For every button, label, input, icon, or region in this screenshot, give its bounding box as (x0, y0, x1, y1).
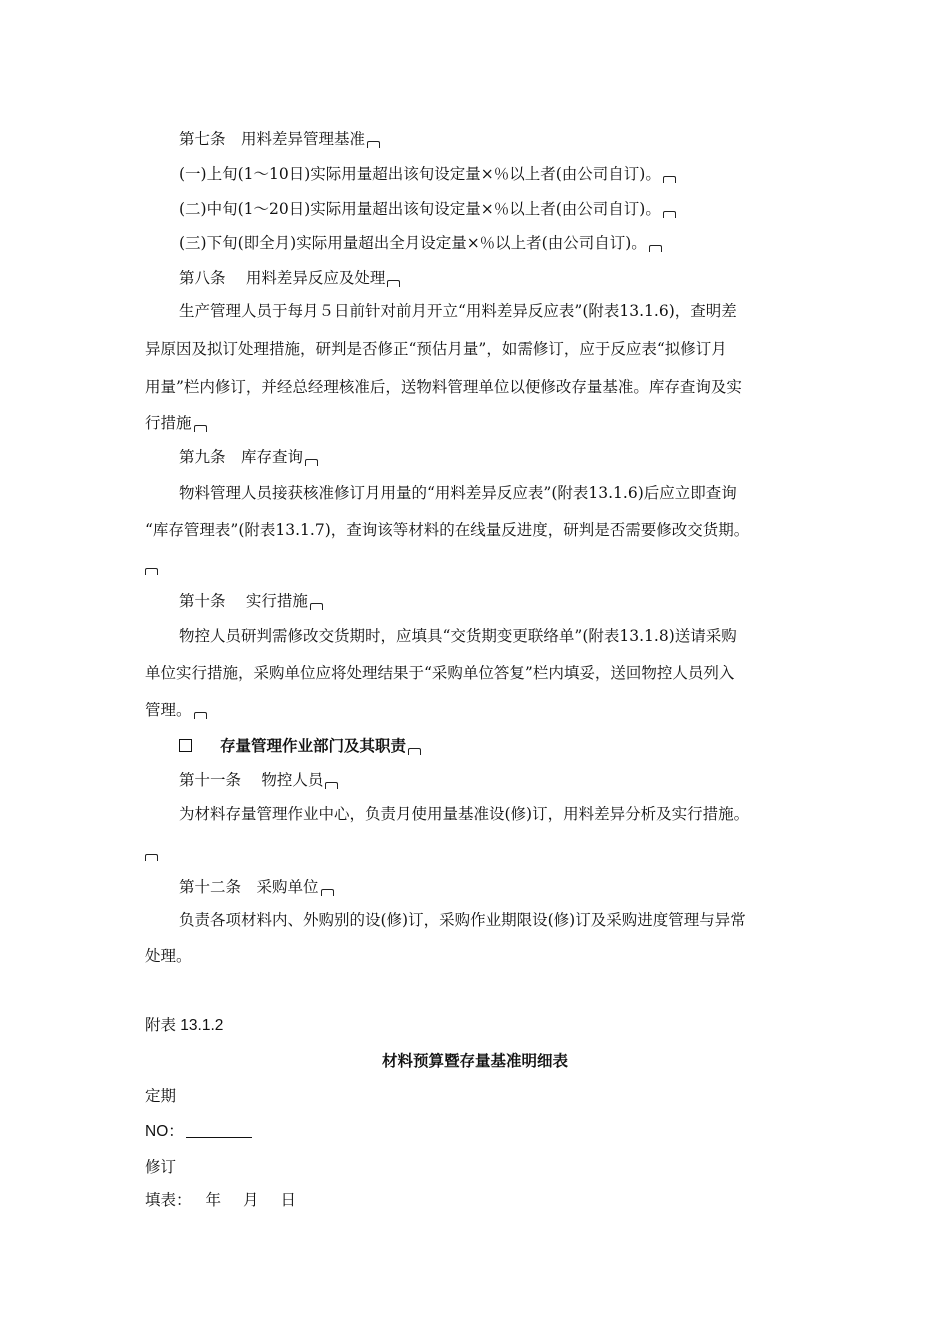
appendix-label: 附表 13.1.2 (145, 1017, 224, 1034)
article-9-line-1: 物料管理人员接获核准修订月用量的“用料差异反应表”(附表13.1.6)后应立即查询 (179, 484, 737, 502)
article-12-heading: 第十二条 采购单位 (179, 877, 334, 897)
article-9-heading: 第九条 库存查询 (179, 447, 318, 467)
article-8-line-4: 行措施 (145, 413, 207, 433)
field-no: NO： (145, 1122, 252, 1142)
paragraph-mark (194, 425, 207, 432)
paragraph-mark (305, 459, 318, 466)
article-10-line-3: 管理。 (145, 700, 207, 720)
article-10-heading: 第十条 实行措施 (179, 591, 323, 611)
appendix-title: 材料预算暨存量基准明细表 (381, 1051, 568, 1070)
article-9-end (145, 556, 158, 576)
article-7-item-3: (三)下旬(即全月)实际用量超出全月设定量×％以上者(由公司自订)。 (179, 233, 662, 253)
article-11-heading: 第十一条 物控人员 (179, 770, 338, 790)
article-8-heading: 第八条 用料差异反应及处理 (179, 268, 400, 288)
paragraph-mark (325, 782, 338, 789)
article-12-line-1: 负责各项材料内、外购别的设(修)订，采购作业期限设(修)订及采购进度管理与异常 (179, 911, 746, 929)
article-10-line-2: 单位实行措施，采购单位应将处理结果于“采购单位答复”栏内填妥，送回物控人员列入 (145, 664, 735, 682)
field-fill-date: 填表： 年 月 日 (145, 1191, 297, 1209)
paragraph-mark (649, 245, 662, 252)
paragraph-mark (663, 176, 676, 183)
article-12-line-2: 处理。 (145, 947, 192, 965)
paragraph-mark (408, 748, 421, 755)
checkbox-icon (179, 739, 192, 752)
field-revise: 修订 (145, 1158, 177, 1176)
article-9-line-2: “库存管理表”(附表13.1.7)，查询该等材料的在线量反进度，研判是否需要修改交货期。 (145, 521, 750, 539)
article-7-item-1: (一)上旬(1～10日)实际用量超出该旬设定量×％以上者(由公司自订)。 (179, 164, 676, 184)
article-8-line-2: 异原因及拟订处理措施，研判是否修正“预估月量”，如需修订，应于反应表“拟修订月 (145, 340, 727, 358)
article-7-heading: 第七条 用料差异管理基准 (179, 129, 380, 149)
no-input-line[interactable] (186, 1123, 252, 1138)
section-heading: 存量管理作业部门及其职责 (179, 736, 421, 756)
article-10-line-1: 物控人员研判需修改交货期时，应填具“交货期变更联络单”(附表13.1.8)送请采购 (179, 627, 737, 645)
paragraph-mark (321, 889, 334, 896)
article-8-line-3: 用量”栏内修订，并经总经理核准后，送物料管理单位以便修改存量基准。库存查询及实 (145, 378, 742, 396)
paragraph-mark (387, 280, 400, 287)
field-periodic: 定期 (145, 1087, 177, 1105)
paragraph-mark (310, 603, 323, 610)
article-11-end (145, 842, 158, 862)
article-11-line-1: 为材料存量管理作业中心，负责月使用量基准设(修)订，用料差异分析及实行措施。 (179, 805, 750, 823)
paragraph-mark (145, 568, 158, 575)
paragraph-mark (367, 141, 380, 148)
article-8-line-1: 生产管理人员于每月５日前针对前月开立“用料差异反应表”(附表13.1.6)，查明差 (179, 302, 737, 320)
paragraph-mark (145, 854, 158, 861)
paragraph-mark (194, 712, 207, 719)
article-7-item-2: (二)中旬(1～20日)实际用量超出该旬设定量×％以上者(由公司自订)。 (179, 199, 676, 219)
paragraph-mark (663, 211, 676, 218)
